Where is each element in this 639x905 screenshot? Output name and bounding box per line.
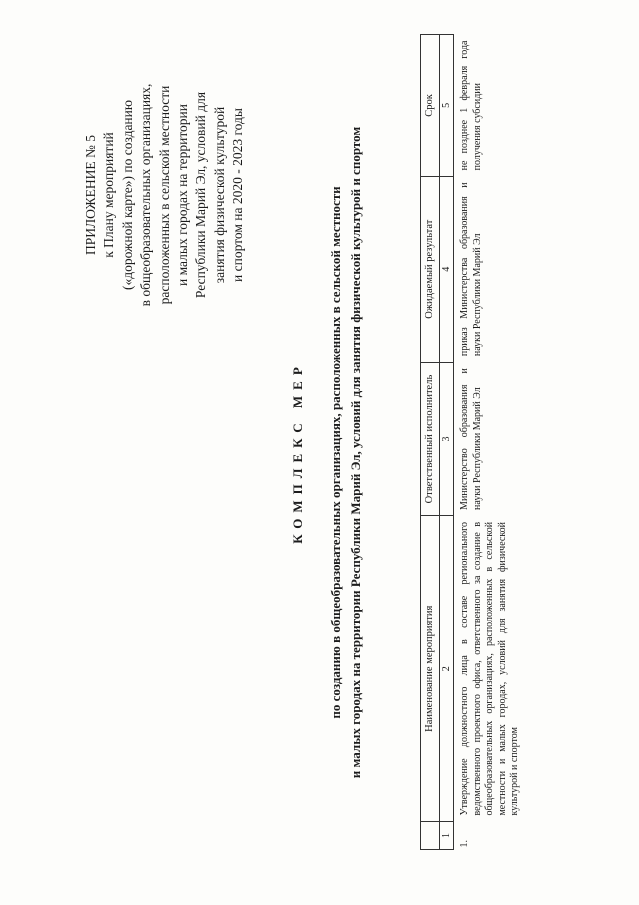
measure-deadline: не позднее 1 февраля года получения субсидии (459, 40, 483, 171)
appendix-line: Республики Марий Эл, условий для (193, 91, 209, 299)
appendix-line: к Плану мероприятий (101, 132, 117, 258)
column-number: 2 (440, 516, 454, 822)
table-header-row (421, 35, 440, 850)
measure-result: приказ Министерства образования и науки Республики Марий Эл (459, 182, 483, 357)
column-number: 1 (440, 822, 454, 850)
header-name: Наименование мероприятия (421, 516, 440, 822)
header-num (421, 822, 440, 850)
measure-name: Утверждение должностного лица в составе регионального ведомственного проектного офиса, ответственного за создание в общеобразовательных организациях, расположенных в сельской местности и малых городах, условий для занятия физической культурой и спортом (459, 521, 521, 816)
appendix-line: и спортом на 2020 - 2023 годы (230, 108, 246, 282)
column-number-row (440, 35, 454, 850)
appendix-header (82, 45, 248, 345)
header-deadline: Срок (421, 35, 440, 177)
column-number: 5 (440, 35, 454, 177)
subtitle-line-1: по созданию в общеобразовательных организациях, расположенных в сельской местности (328, 186, 343, 719)
column-number: 4 (440, 176, 454, 362)
measures-table (420, 34, 523, 850)
header-result: Ожидаемый результат (421, 176, 440, 362)
appendix-line: ПРИЛОЖЕНИЕ № 5 (83, 134, 98, 256)
column-number: 3 (440, 362, 454, 516)
document-title: КОМПЛЕКС МЕР (290, 361, 305, 544)
appendix-line: занятия физической культурой (211, 106, 227, 284)
header-executor: Ответственный исполнитель (421, 362, 440, 516)
appendix-line: расположенных в сельской местности (156, 85, 172, 305)
appendix-line: и малых городах на территории (175, 103, 191, 287)
measure-executor: Министерство образования и науки Республики Марий Эл (459, 368, 483, 510)
subtitle-line-2: и малых городах на территории Республики Марий Эл, условий для занятия физической культурой и спортом (348, 126, 363, 779)
document-subtitle (326, 0, 366, 905)
row-number: 1. (459, 840, 471, 848)
table-row (454, 35, 524, 850)
appendix-line: («дорожной карте») по созданию (119, 100, 135, 290)
appendix-line: в общеобразовательных организациях, (138, 83, 154, 307)
